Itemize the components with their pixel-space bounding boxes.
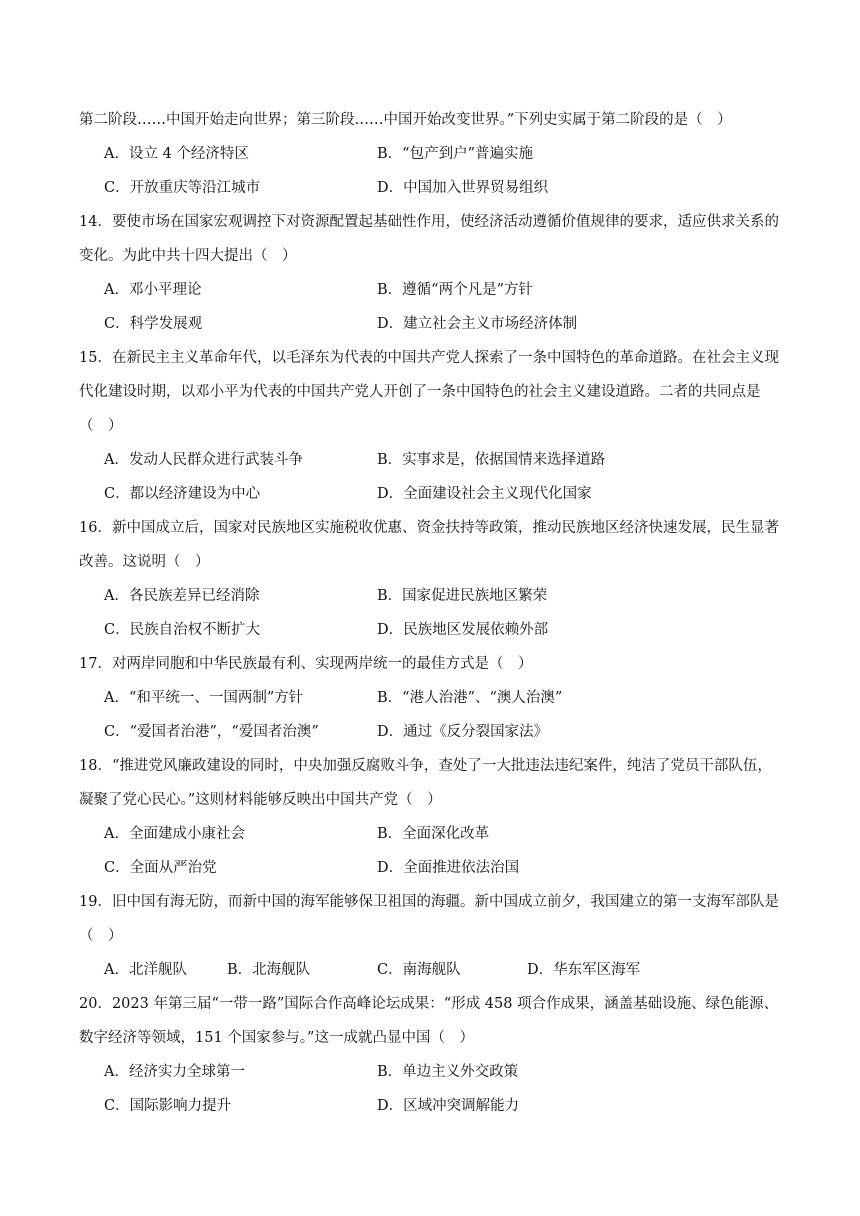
option-a[interactable]: A．全面建成小康社会 (104, 826, 245, 842)
question-13-options-row-1 (0, 137, 860, 171)
question-14-options-row-1 (0, 273, 860, 307)
option-d[interactable]: D．民族地区发展依赖外部 (377, 622, 549, 638)
question-17-stem: 17．对两岸同胞和中华民族最有利、实现两岸统一的最佳方式是（ ） (79, 656, 533, 672)
question-14-stem: 14．要使市场在国家宏观调控下对资源配置起基础性作用，使经济活动遵循价值规律的要求，适应供求关系的变化。为此中共十四大提出（ ） (79, 214, 779, 264)
question-14-options-row-2 (0, 307, 860, 341)
option-d[interactable]: D．华东军区海军 (527, 962, 641, 978)
option-b[interactable]: B．全面深化改革 (377, 826, 490, 842)
option-a[interactable]: A．发动人民群众进行武装斗争 (104, 452, 303, 468)
question-15-options-row-2 (0, 477, 860, 511)
option-c[interactable]: C．科学发展观 (104, 316, 203, 332)
question-18-options-row-2 (0, 851, 860, 885)
option-a[interactable]: A．“和平统一、一国两制”方针 (104, 690, 304, 706)
option-c[interactable]: C．国际影响力提升 (104, 1098, 232, 1114)
option-c[interactable]: C．民族自治权不断扩大 (104, 622, 261, 638)
question-20-stem: 20．2023 年第三届“一带一路”国际合作高峰论坛成果：“形成 458 项合作成果，涵盖基础设施、绿色能源、数字经济等领域，151 个国家参与。”这一成就凸显中国（ ） (79, 996, 779, 1046)
option-d[interactable]: D．通过《反分裂国家法》 (377, 724, 549, 740)
option-b[interactable]: B．国家促进民族地区繁荣 (377, 588, 548, 604)
question-15-options-row-1 (0, 443, 860, 477)
question-16-options-row-1 (0, 579, 860, 613)
option-a[interactable]: A．各民族差异已经消除 (104, 588, 260, 604)
option-b[interactable]: B．实事求是，依据国情来选择道路 (377, 452, 606, 468)
option-c[interactable]: C．全面从严治党 (104, 860, 217, 876)
option-b[interactable]: B．遵循“两个凡是”方针 (377, 282, 533, 298)
question-13-options-row-2 (0, 171, 860, 205)
question-15-stem: 15．在新民主主义革命年代，以毛泽东为代表的中国共产党人探索了一条中国特色的革命道路。在社会主义现代化建设时期，以邓小平为代表的中国共产党人开创了一条中国特色的社会主义建设道路。二者的共同点是（ ） (79, 350, 779, 434)
option-a[interactable]: A．邓小平理论 (104, 282, 202, 298)
option-c[interactable]: C．“爱国者治港”，“爱国者治澳” (104, 724, 319, 740)
option-d[interactable]: D．中国加入世界贸易组织 (377, 180, 549, 196)
question-18-stem: 18．“推进党风廉政建设的同时，中央加强反腐败斗争，查处了一大批违法违纪案件，纯洁了党员干部队伍，凝聚了党心民心。”这则材料能够反映出中国共产党（ ） (79, 758, 772, 808)
question-20-options-row-1 (0, 1055, 860, 1089)
option-a[interactable]: A．设立 4 个经济特区 (104, 146, 249, 162)
option-c[interactable]: C．都以经济建设为中心 (104, 486, 261, 502)
question-17-options-row-2 (0, 715, 860, 749)
question-17-options-row-1 (0, 681, 860, 715)
question-16-stem: 16．新中国成立后，国家对民族地区实施税收优惠、资金扶持等政策，推动民族地区经济快速发展，民生显著改善。这说明（ ） (79, 520, 779, 570)
option-c[interactable]: C．南海舰队 (377, 962, 461, 978)
option-b[interactable]: B．“包产到户”普遍实施 (377, 146, 533, 162)
question-19-stem: 19．旧中国有海无防，而新中国的海军能够保卫祖国的海疆。新中国成立前夕，我国建立的第一支海军部队是（ ） (79, 894, 779, 944)
option-a[interactable]: A．经济实力全球第一 (104, 1064, 245, 1080)
question-19-options-row (0, 953, 860, 987)
question-18-options-row-1 (0, 817, 860, 851)
question-16-options-row-2 (0, 613, 860, 647)
question-13-stem: 第二阶段……中国开始走向世界；第三阶段……中国开始改变世界。”下列史实属于第二阶段的是（ ） (79, 112, 732, 128)
option-d[interactable]: D．全面推进依法治国 (377, 860, 520, 876)
option-d[interactable]: D．建立社会主义市场经济体制 (377, 316, 578, 332)
option-b[interactable]: B．“港人治港”、“澳人治澳” (377, 690, 563, 706)
option-d[interactable]: D．全面建设社会主义现代化国家 (377, 486, 592, 502)
option-b[interactable]: B．单边主义外交政策 (377, 1064, 519, 1080)
question-20-options-row-2 (0, 1089, 860, 1123)
option-c[interactable]: C．开放重庆等沿江城市 (104, 180, 261, 196)
option-b[interactable]: B．北海舰队 (227, 962, 311, 978)
option-d[interactable]: D．区域冲突调解能力 (377, 1098, 520, 1114)
option-a[interactable]: A．北洋舰队 (104, 962, 187, 978)
